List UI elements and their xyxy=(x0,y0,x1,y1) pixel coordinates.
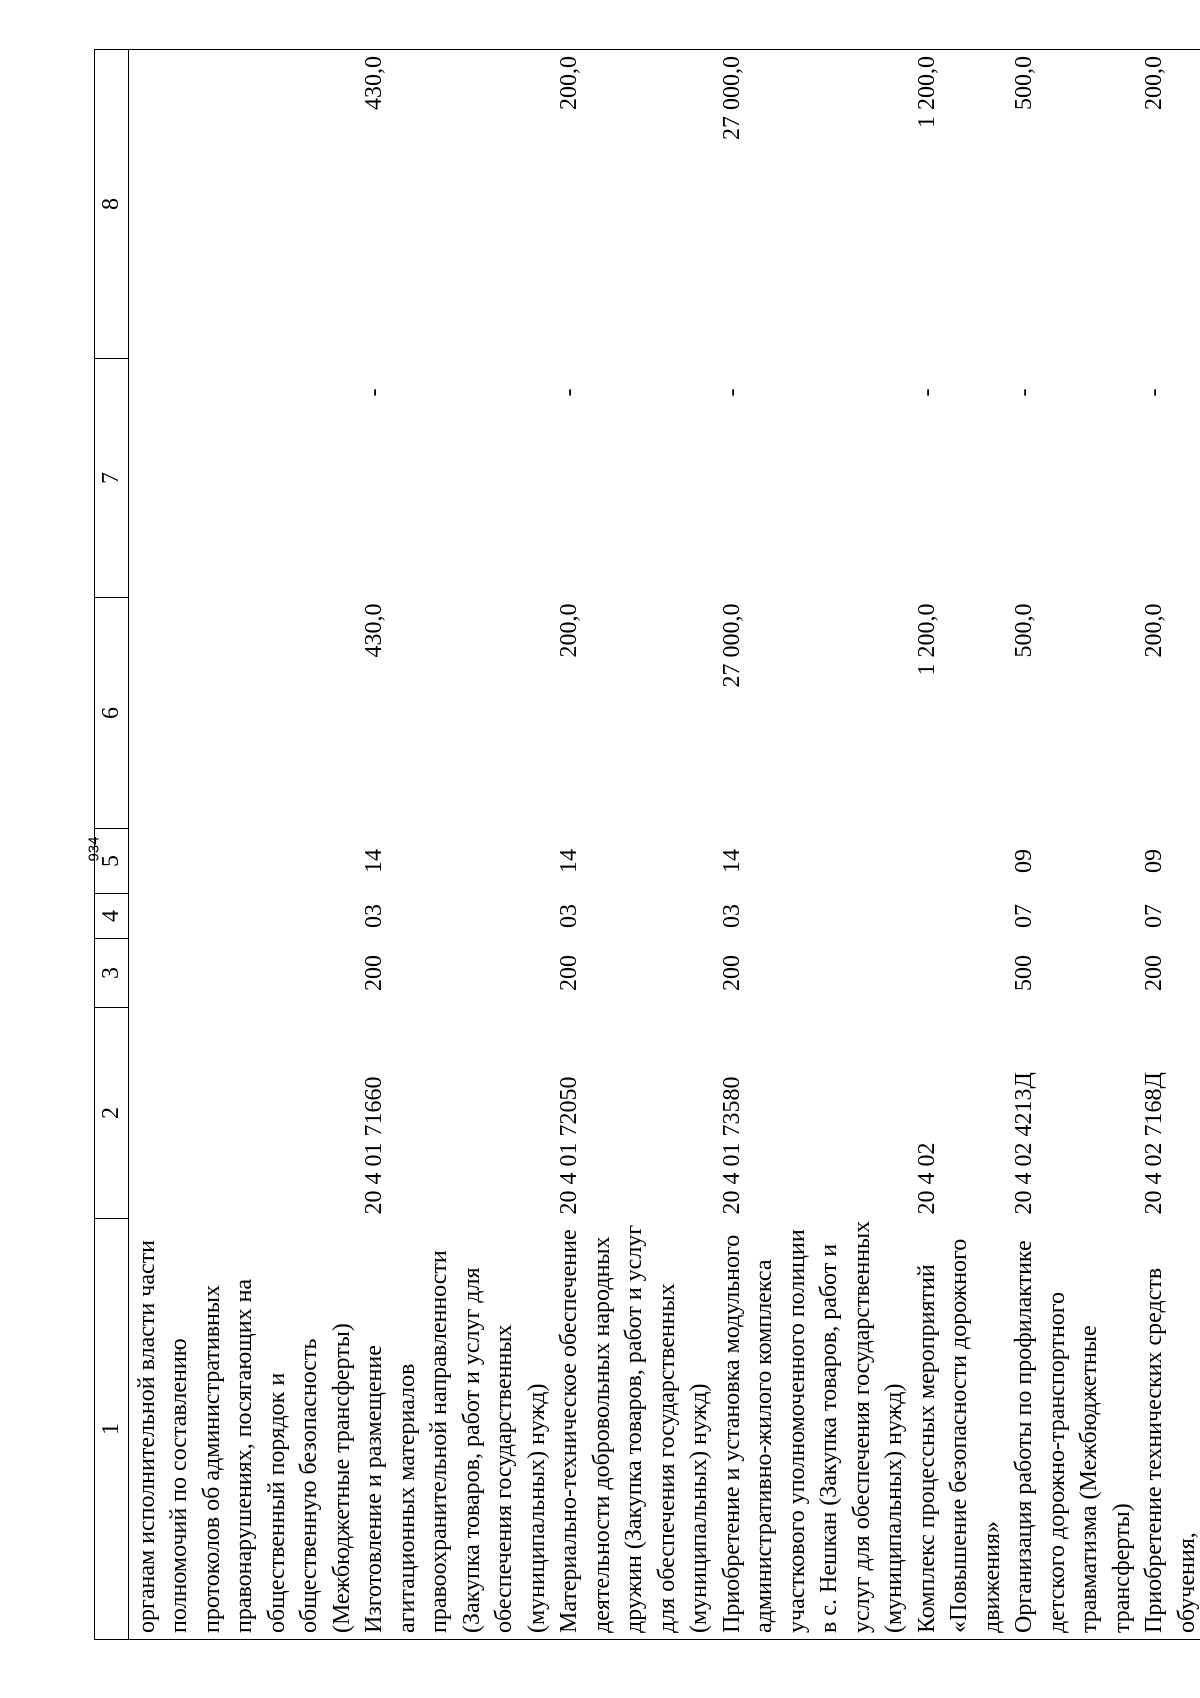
row-name: Приобретение и установка модульного административно-жилого комплекса участкового уполномоченного полиции в с. Нешкан (Закупка товаров, работ и услуг для обеспечения государственных (муниципальных) нужд) xyxy=(716,1219,911,1640)
row-c8: 200,0 xyxy=(1138,50,1200,359)
row-c8: 27 000,0 xyxy=(716,50,911,359)
row-c8: 200,0 xyxy=(553,50,716,359)
row-c5: 14 xyxy=(361,849,387,873)
row-c7: - xyxy=(1138,359,1200,598)
row-c6: 27 000,0 xyxy=(718,603,745,688)
row-c7: - xyxy=(361,388,387,397)
row-c3: 200 xyxy=(361,955,387,991)
row-c7: - xyxy=(556,388,582,397)
row-code: 20 4 01 72050 xyxy=(556,1076,582,1215)
row-c4: 03 xyxy=(556,904,582,928)
page-number: 934 xyxy=(85,836,103,862)
row-code xyxy=(128,1008,358,1219)
row-name: Материально-техническое обеспечение деятельности добровольных народных дружин (Закупка товаров, работ и услуг для обеспечения государственных (муниципальных) нужд) xyxy=(553,1219,716,1640)
row-c6: 1 200,0 xyxy=(913,603,940,676)
row-code: 20 4 01 73580 xyxy=(718,1076,745,1215)
row-c7: - xyxy=(1011,388,1037,397)
row-c8: 1 200,0 xyxy=(911,50,1009,359)
column-header-8: 8 xyxy=(95,50,129,359)
row-c4: 07 xyxy=(1138,894,1200,939)
table-row xyxy=(553,50,716,1640)
table-row xyxy=(1138,50,1200,1640)
column-header-5: 5 xyxy=(95,829,129,894)
row-c6: 200,0 xyxy=(1138,598,1200,829)
row-c7: - xyxy=(913,388,940,397)
row-c5: 14 xyxy=(556,849,582,873)
row-c3 xyxy=(128,939,358,1008)
row-c6 xyxy=(128,598,358,829)
row-code: 20 4 02 4213Д xyxy=(1011,1072,1037,1215)
rotated-page xyxy=(94,56,1200,1640)
column-header-1: 1 xyxy=(95,1219,129,1640)
column-header-7: 7 xyxy=(95,359,129,598)
row-c5 xyxy=(911,829,1009,894)
row-c5: 14 xyxy=(718,849,745,873)
row-c6: 500,0 xyxy=(1011,603,1037,658)
column-header-6: 6 xyxy=(95,598,129,829)
row-c5: 09 xyxy=(1011,849,1037,873)
row-c8 xyxy=(128,50,358,359)
row-c4: 07 xyxy=(1011,904,1037,928)
table-row xyxy=(911,50,1009,1640)
row-c3: 200 xyxy=(556,955,582,991)
row-name: органам исполнительной власти части полномочий по составлению протоколов об административных правонарушениях, посягающих на общественный порядок и общественную безопасность (Межбюджетные трансферты) xyxy=(128,1219,358,1640)
row-c6: 430,0 xyxy=(361,603,387,658)
table-row xyxy=(716,50,911,1640)
column-header-2: 2 xyxy=(95,1008,129,1219)
row-c5: 09 xyxy=(1138,829,1200,894)
row-c4: 03 xyxy=(361,904,387,928)
table-header xyxy=(95,50,129,1640)
row-code: 20 4 02 xyxy=(913,1142,940,1215)
row-c4 xyxy=(128,894,358,939)
row-c8: 430,0 xyxy=(358,50,553,359)
table-body xyxy=(128,50,1200,1640)
row-c8: 500,0 xyxy=(1008,50,1138,359)
row-name: Организация работы по профилактике детского дорожно-транспортного травматизма (Межбюджетные трансферты) xyxy=(1008,1219,1138,1640)
table-row xyxy=(1008,50,1138,1640)
row-c3: 200 xyxy=(1138,939,1200,1008)
row-c4 xyxy=(911,894,1009,939)
table-row xyxy=(128,50,358,1640)
row-c3: 200 xyxy=(718,955,745,991)
row-c6: 200,0 xyxy=(556,603,582,658)
row-code: 20 4 01 71660 xyxy=(361,1076,387,1215)
column-header-3: 3 xyxy=(95,939,129,1008)
row-c3 xyxy=(911,939,1009,1008)
budget-table xyxy=(94,49,1200,1640)
row-c5 xyxy=(128,829,358,894)
row-name: Приобретение технических средств обучения, xyxy=(1138,1219,1200,1640)
row-c3: 500 xyxy=(1011,955,1037,991)
row-name: Комплекс процессных мероприятий «Повышение безопасности дорожного движения» xyxy=(911,1219,1009,1640)
row-name: Изготовление и размещение агитационных материалов правоохранительной направленности (Закупка товаров, работ и услуг для обеспечения государственных (муниципальных) нужд) xyxy=(358,1219,553,1640)
row-code: 20 4 02 7168Д xyxy=(1138,1008,1200,1219)
row-c4: 03 xyxy=(718,904,745,928)
row-c7 xyxy=(128,359,358,598)
table-row xyxy=(358,50,553,1640)
column-header-4: 4 xyxy=(95,894,129,939)
row-c7: - xyxy=(718,388,745,397)
